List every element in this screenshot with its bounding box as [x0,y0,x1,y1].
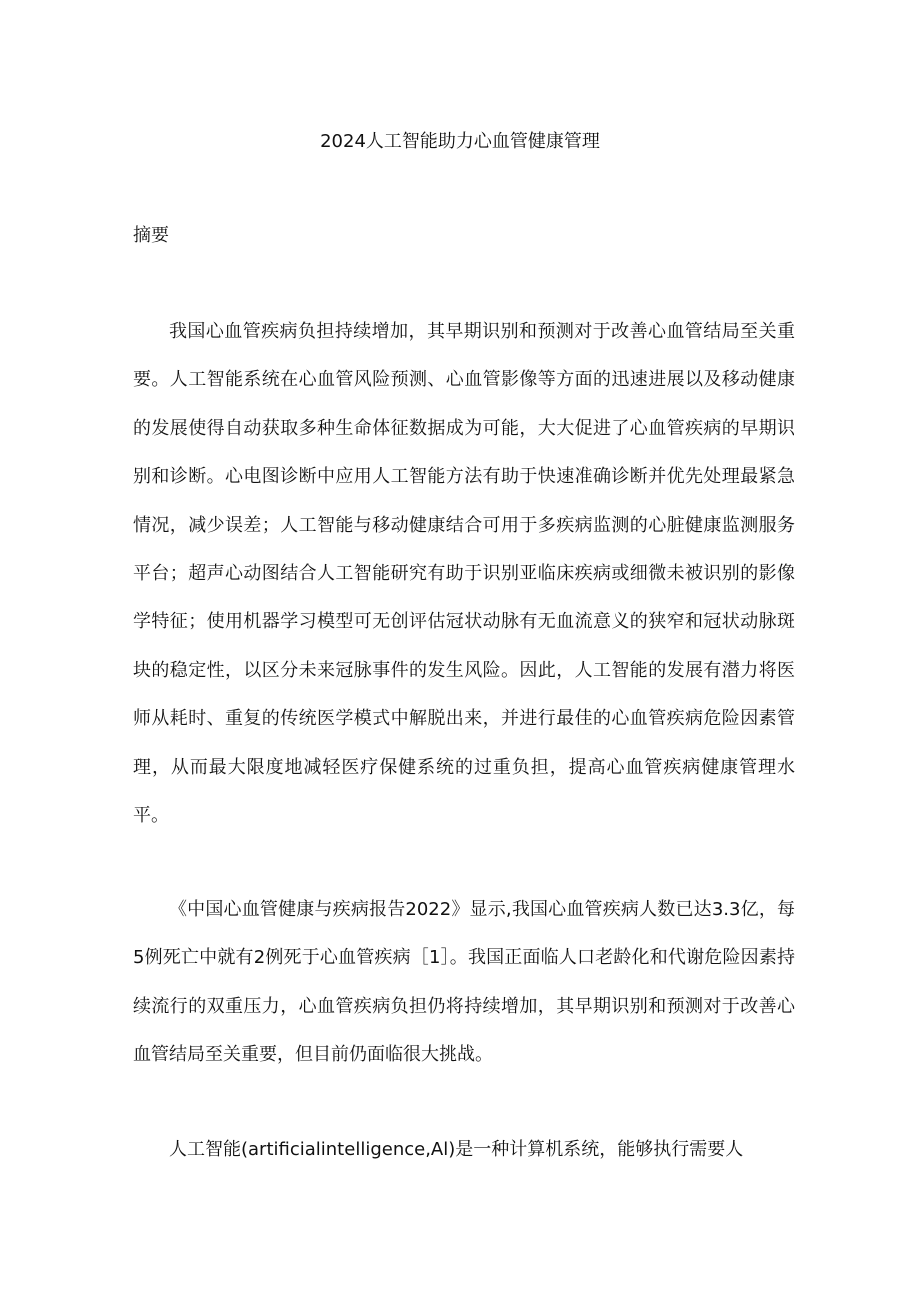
body-paragraph-report: 《中国心血管健康与疾病报告2022》显示,我国心血管疾病人数已达3.3亿，每5例死亡中就有2例死于心血管疾病［1］。我国正面临人口老龄化和代谢危险因素持续流行的双重压力，心血管疾病负担仍将持续增加，其早期识别和预测对于改善心血管结局至关重要，但目前仍面临很大挑战。 [133,899,795,1066]
abstract-paragraph: 我国心血管疾病负担持续增加，其早期识别和预测对于改善心血管结局至关重要。人工智能系统在心血管风险预测、心血管影像等方面的迅速进展以及移动健康的发展使得自动获取多种生命体征数据成为可能，大大促进了心血管疾病的早期识别和诊断。心电图诊断中应用人工智能方法有助于快速准确诊断并优先处理最紧急情况，减少误差；人工智能与移动健康结合可用于多疾病监测的心脏健康监测服务平台；超声心动图结合人工智能研究有助于识别亚临床疾病或细微未被识别的影像学特征；使用机器学习模型可无创评估冠状动脉有无血流意义的狭窄和冠状动脉斑块的稳定性，以区分未来冠脉事件的发生风险。因此，人工智能的发展有潜力将医师从耗时、重复的传统医学模式中解脱出来，并进行最佳的心血管疾病危险因素管理，从而最大限度地减轻医疗保健系统的过重负担，提高心血管疾病健康管理水平。 [133,321,795,827]
abstract-heading: 摘要 [133,225,169,246]
body-paragraph-ai-definition: 人工智能(artificialintelligence,Al)是一种计算机系统，能够执行需要人 [169,1139,744,1160]
document-title: 2024人工智能助力心血管健康管理 [320,131,600,152]
